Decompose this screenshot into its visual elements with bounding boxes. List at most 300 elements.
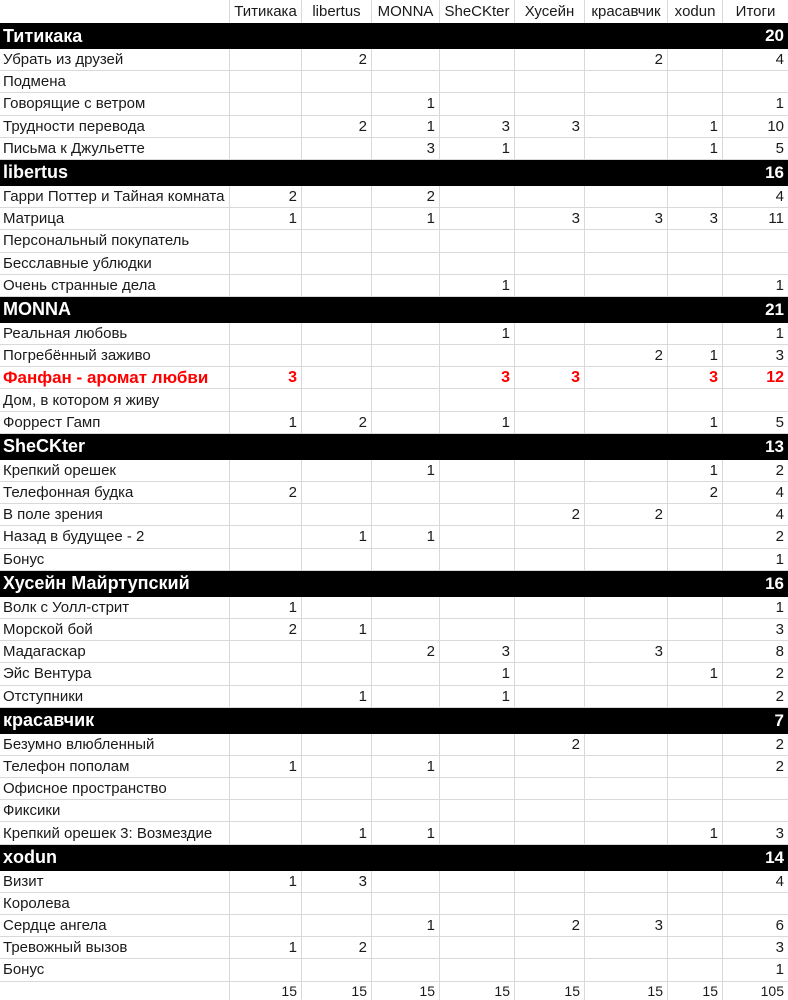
row-label[interactable]: Эйс Вентура: [0, 663, 230, 685]
score-cell[interactable]: 4: [723, 49, 788, 71]
footer-total-cell[interactable]: 15: [302, 982, 372, 1000]
row-label[interactable]: Морской бой: [0, 619, 230, 641]
row-label[interactable]: Фанфан - аромат любви: [0, 367, 230, 389]
score-cell[interactable]: [585, 93, 668, 115]
score-cell[interactable]: [230, 893, 302, 915]
score-cell[interactable]: [585, 186, 668, 208]
score-cell[interactable]: 1: [668, 345, 723, 367]
score-cell[interactable]: [440, 208, 515, 230]
score-cell[interactable]: [668, 275, 723, 297]
column-header[interactable]: SheCKter: [440, 0, 515, 23]
score-cell[interactable]: 1: [230, 937, 302, 959]
score-cell[interactable]: [668, 49, 723, 71]
score-cell[interactable]: 2: [302, 937, 372, 959]
score-cell[interactable]: [440, 734, 515, 756]
score-cell[interactable]: 2: [230, 482, 302, 504]
score-cell[interactable]: [585, 275, 668, 297]
score-cell[interactable]: [440, 526, 515, 548]
score-cell[interactable]: [440, 504, 515, 526]
score-cell[interactable]: [668, 253, 723, 275]
score-cell[interactable]: 1: [372, 915, 440, 937]
score-cell[interactable]: 1: [372, 526, 440, 548]
column-header[interactable]: красавчик: [585, 0, 668, 23]
score-cell[interactable]: 2: [230, 619, 302, 641]
row-label[interactable]: Дом, в котором я живу: [0, 389, 230, 411]
score-cell[interactable]: [668, 734, 723, 756]
score-cell[interactable]: [668, 778, 723, 800]
score-cell[interactable]: [230, 71, 302, 93]
row-label[interactable]: Говорящие с ветром: [0, 93, 230, 115]
score-cell[interactable]: 4: [723, 504, 788, 526]
score-cell[interactable]: 2: [723, 460, 788, 482]
score-cell[interactable]: [230, 345, 302, 367]
score-cell[interactable]: 1: [723, 275, 788, 297]
score-cell[interactable]: [515, 323, 585, 345]
score-cell[interactable]: [440, 460, 515, 482]
score-cell[interactable]: [302, 915, 372, 937]
score-cell[interactable]: [230, 116, 302, 138]
score-cell[interactable]: [440, 71, 515, 93]
column-header[interactable]: Хусейн: [515, 0, 585, 23]
score-cell[interactable]: [668, 756, 723, 778]
score-cell[interactable]: [372, 504, 440, 526]
score-cell[interactable]: [372, 893, 440, 915]
score-cell[interactable]: 1: [440, 663, 515, 685]
score-cell[interactable]: 2: [723, 526, 788, 548]
row-label[interactable]: Офисное пространство: [0, 778, 230, 800]
score-cell[interactable]: [723, 230, 788, 252]
score-cell[interactable]: 1: [372, 93, 440, 115]
column-header[interactable]: libertus: [302, 0, 372, 23]
score-cell[interactable]: [302, 208, 372, 230]
score-cell[interactable]: [302, 323, 372, 345]
score-cell[interactable]: 3: [440, 367, 515, 389]
score-cell[interactable]: 2: [302, 412, 372, 434]
score-cell[interactable]: 1: [302, 686, 372, 708]
footer-total-cell[interactable]: 15: [515, 982, 585, 1000]
row-label[interactable]: Мадагаскар: [0, 641, 230, 663]
score-cell[interactable]: 2: [302, 116, 372, 138]
score-cell[interactable]: 2: [723, 734, 788, 756]
score-cell[interactable]: [585, 526, 668, 548]
score-cell[interactable]: [440, 389, 515, 411]
score-cell[interactable]: [440, 619, 515, 641]
score-cell[interactable]: [440, 800, 515, 822]
score-cell[interactable]: [668, 641, 723, 663]
score-cell[interactable]: 3: [440, 641, 515, 663]
score-cell[interactable]: [668, 937, 723, 959]
score-cell[interactable]: [668, 186, 723, 208]
score-cell[interactable]: [585, 412, 668, 434]
score-cell[interactable]: [440, 822, 515, 844]
score-cell[interactable]: [515, 641, 585, 663]
column-header[interactable]: MONNA: [372, 0, 440, 23]
score-cell[interactable]: [515, 71, 585, 93]
score-cell[interactable]: 2: [515, 504, 585, 526]
row-label[interactable]: Письма к Джульетте: [0, 138, 230, 160]
row-label[interactable]: Форрест Гамп: [0, 412, 230, 434]
score-cell[interactable]: [372, 71, 440, 93]
score-cell[interactable]: 3: [230, 367, 302, 389]
score-cell[interactable]: [302, 186, 372, 208]
row-label[interactable]: Персональный покупатель: [0, 230, 230, 252]
score-cell[interactable]: [440, 49, 515, 71]
score-cell[interactable]: [585, 549, 668, 571]
score-cell[interactable]: [668, 959, 723, 981]
section-bar[interactable]: [0, 434, 788, 460]
score-cell[interactable]: 3: [515, 208, 585, 230]
row-label[interactable]: Бонус: [0, 959, 230, 981]
score-cell[interactable]: [230, 641, 302, 663]
score-cell[interactable]: [668, 71, 723, 93]
score-cell[interactable]: 3: [585, 915, 668, 937]
row-label[interactable]: Визит: [0, 871, 230, 893]
row-label[interactable]: Телефонная будка: [0, 482, 230, 504]
score-cell[interactable]: [230, 800, 302, 822]
score-cell[interactable]: [302, 275, 372, 297]
score-cell[interactable]: 1: [372, 116, 440, 138]
score-cell[interactable]: [515, 822, 585, 844]
row-label[interactable]: Гарри Поттер и Тайная комната: [0, 186, 230, 208]
score-cell[interactable]: [372, 275, 440, 297]
score-cell[interactable]: [302, 800, 372, 822]
row-label[interactable]: В поле зрения: [0, 504, 230, 526]
score-cell[interactable]: [372, 323, 440, 345]
row-label[interactable]: Назад в будущее - 2: [0, 526, 230, 548]
score-cell[interactable]: 3: [440, 116, 515, 138]
score-cell[interactable]: [668, 93, 723, 115]
footer-empty-cell[interactable]: [0, 982, 230, 1000]
score-cell[interactable]: [668, 800, 723, 822]
score-cell[interactable]: [440, 915, 515, 937]
score-cell[interactable]: [302, 482, 372, 504]
row-label[interactable]: Королева: [0, 893, 230, 915]
score-cell[interactable]: [372, 734, 440, 756]
score-cell[interactable]: [302, 756, 372, 778]
score-cell[interactable]: [440, 871, 515, 893]
score-cell[interactable]: [302, 345, 372, 367]
score-cell[interactable]: [372, 49, 440, 71]
score-cell[interactable]: [372, 663, 440, 685]
score-cell[interactable]: [515, 345, 585, 367]
score-cell[interactable]: [372, 482, 440, 504]
score-cell[interactable]: 2: [723, 756, 788, 778]
section-bar[interactable]: [0, 160, 788, 186]
score-cell[interactable]: [372, 367, 440, 389]
score-cell[interactable]: 1: [372, 208, 440, 230]
score-cell[interactable]: 1: [723, 323, 788, 345]
score-cell[interactable]: [440, 482, 515, 504]
score-cell[interactable]: [585, 138, 668, 160]
section-bar[interactable]: [0, 297, 788, 323]
score-cell[interactable]: [302, 504, 372, 526]
score-cell[interactable]: [440, 93, 515, 115]
score-cell[interactable]: 4: [723, 482, 788, 504]
score-cell[interactable]: [515, 482, 585, 504]
score-cell[interactable]: [230, 49, 302, 71]
score-cell[interactable]: [230, 230, 302, 252]
score-cell[interactable]: [440, 549, 515, 571]
score-cell[interactable]: [515, 186, 585, 208]
score-cell[interactable]: 12: [723, 367, 788, 389]
score-cell[interactable]: 6: [723, 915, 788, 937]
score-cell[interactable]: [440, 778, 515, 800]
score-cell[interactable]: [585, 959, 668, 981]
row-label[interactable]: Реальная любовь: [0, 323, 230, 345]
score-cell[interactable]: 1: [668, 412, 723, 434]
score-cell[interactable]: [372, 619, 440, 641]
score-cell[interactable]: [302, 253, 372, 275]
score-cell[interactable]: [515, 597, 585, 619]
score-cell[interactable]: [515, 253, 585, 275]
score-cell[interactable]: [585, 871, 668, 893]
score-cell[interactable]: 2: [668, 482, 723, 504]
score-cell[interactable]: 4: [723, 186, 788, 208]
score-cell[interactable]: 2: [372, 186, 440, 208]
score-cell[interactable]: [515, 412, 585, 434]
score-cell[interactable]: [372, 345, 440, 367]
score-cell[interactable]: 3: [585, 641, 668, 663]
score-cell[interactable]: 4: [723, 871, 788, 893]
score-cell[interactable]: [515, 389, 585, 411]
score-cell[interactable]: [585, 734, 668, 756]
score-cell[interactable]: [585, 937, 668, 959]
score-cell[interactable]: [302, 367, 372, 389]
row-label[interactable]: Фиксики: [0, 800, 230, 822]
score-cell[interactable]: [230, 778, 302, 800]
score-cell[interactable]: [230, 504, 302, 526]
column-header[interactable]: [0, 0, 230, 23]
score-cell[interactable]: [230, 822, 302, 844]
score-cell[interactable]: [585, 253, 668, 275]
score-cell[interactable]: [302, 959, 372, 981]
score-cell[interactable]: [302, 71, 372, 93]
score-cell[interactable]: [302, 389, 372, 411]
score-cell[interactable]: [585, 367, 668, 389]
score-cell[interactable]: [302, 663, 372, 685]
score-cell[interactable]: [585, 663, 668, 685]
score-cell[interactable]: 3: [723, 937, 788, 959]
score-cell[interactable]: [230, 275, 302, 297]
score-cell[interactable]: 3: [723, 822, 788, 844]
score-cell[interactable]: 3: [723, 619, 788, 641]
score-cell[interactable]: 11: [723, 208, 788, 230]
score-cell[interactable]: 2: [230, 186, 302, 208]
score-cell[interactable]: [515, 893, 585, 915]
score-cell[interactable]: [302, 734, 372, 756]
column-header[interactable]: Итоги: [735, 3, 776, 20]
score-cell[interactable]: 1: [668, 116, 723, 138]
score-cell[interactable]: [372, 800, 440, 822]
score-cell[interactable]: [515, 230, 585, 252]
score-cell[interactable]: [440, 253, 515, 275]
score-cell[interactable]: [440, 756, 515, 778]
score-cell[interactable]: [723, 389, 788, 411]
score-cell[interactable]: [515, 138, 585, 160]
score-cell[interactable]: [668, 526, 723, 548]
score-cell[interactable]: [723, 893, 788, 915]
score-cell[interactable]: [515, 663, 585, 685]
score-cell[interactable]: [372, 937, 440, 959]
score-cell[interactable]: [515, 93, 585, 115]
score-cell[interactable]: 1: [230, 871, 302, 893]
score-cell[interactable]: [515, 49, 585, 71]
score-cell[interactable]: [372, 389, 440, 411]
score-cell[interactable]: [585, 822, 668, 844]
score-cell[interactable]: [440, 597, 515, 619]
row-label[interactable]: Крепкий орешек: [0, 460, 230, 482]
score-cell[interactable]: [515, 526, 585, 548]
row-label[interactable]: Отступники: [0, 686, 230, 708]
row-label[interactable]: Трудности перевода: [0, 116, 230, 138]
score-cell[interactable]: [585, 71, 668, 93]
section-bar[interactable]: [0, 845, 788, 871]
score-cell[interactable]: 10: [723, 116, 788, 138]
score-cell[interactable]: [230, 686, 302, 708]
score-cell[interactable]: 3: [585, 208, 668, 230]
score-cell[interactable]: [515, 619, 585, 641]
score-cell[interactable]: [723, 800, 788, 822]
score-cell[interactable]: 2: [585, 345, 668, 367]
score-cell[interactable]: [372, 597, 440, 619]
row-label[interactable]: Телефон пополам: [0, 756, 230, 778]
score-cell[interactable]: 1: [302, 619, 372, 641]
score-cell[interactable]: [372, 412, 440, 434]
score-cell[interactable]: 1: [440, 138, 515, 160]
score-cell[interactable]: [515, 275, 585, 297]
score-cell[interactable]: 1: [372, 460, 440, 482]
score-cell[interactable]: [515, 549, 585, 571]
score-cell[interactable]: 1: [668, 138, 723, 160]
score-cell[interactable]: 1: [302, 526, 372, 548]
score-cell[interactable]: 1: [302, 822, 372, 844]
score-cell[interactable]: [230, 915, 302, 937]
footer-total-cell[interactable]: 15: [668, 982, 723, 1000]
score-cell[interactable]: [668, 389, 723, 411]
score-cell[interactable]: [515, 460, 585, 482]
score-cell[interactable]: [372, 686, 440, 708]
score-cell[interactable]: [515, 756, 585, 778]
section-bar[interactable]: [0, 23, 788, 49]
footer-total-cell[interactable]: 15: [440, 982, 515, 1000]
score-cell[interactable]: [372, 253, 440, 275]
score-cell[interactable]: [302, 778, 372, 800]
score-cell[interactable]: 3: [372, 138, 440, 160]
score-cell[interactable]: [723, 778, 788, 800]
score-cell[interactable]: [440, 959, 515, 981]
score-cell[interactable]: [230, 93, 302, 115]
score-cell[interactable]: [230, 959, 302, 981]
score-cell[interactable]: [585, 482, 668, 504]
score-cell[interactable]: [302, 549, 372, 571]
score-cell[interactable]: [668, 871, 723, 893]
score-cell[interactable]: 3: [515, 116, 585, 138]
score-cell[interactable]: [515, 959, 585, 981]
score-cell[interactable]: 5: [723, 138, 788, 160]
score-cell[interactable]: 1: [230, 756, 302, 778]
score-cell[interactable]: 1: [230, 208, 302, 230]
score-cell[interactable]: [668, 686, 723, 708]
score-cell[interactable]: 2: [585, 504, 668, 526]
score-cell[interactable]: 2: [723, 686, 788, 708]
score-cell[interactable]: [230, 526, 302, 548]
score-cell[interactable]: 1: [723, 597, 788, 619]
score-cell[interactable]: [668, 915, 723, 937]
score-cell[interactable]: [372, 230, 440, 252]
score-cell[interactable]: 8: [723, 641, 788, 663]
score-cell[interactable]: [668, 504, 723, 526]
score-cell[interactable]: [585, 389, 668, 411]
score-cell[interactable]: [230, 663, 302, 685]
score-cell[interactable]: 1: [668, 663, 723, 685]
row-label[interactable]: Тревожный вызов: [0, 937, 230, 959]
section-bar[interactable]: [0, 708, 788, 734]
footer-total-cell[interactable]: 15: [372, 982, 440, 1000]
score-cell[interactable]: [668, 549, 723, 571]
row-label[interactable]: Матрица: [0, 208, 230, 230]
score-cell[interactable]: [230, 138, 302, 160]
score-cell[interactable]: 3: [668, 208, 723, 230]
row-label[interactable]: Сердце ангела: [0, 915, 230, 937]
score-cell[interactable]: 3: [723, 345, 788, 367]
row-label[interactable]: Очень странные дела: [0, 275, 230, 297]
score-cell[interactable]: 1: [668, 822, 723, 844]
score-cell[interactable]: 1: [440, 412, 515, 434]
score-cell[interactable]: [372, 549, 440, 571]
score-cell[interactable]: 1: [723, 959, 788, 981]
score-cell[interactable]: [302, 230, 372, 252]
score-cell[interactable]: 2: [302, 49, 372, 71]
score-cell[interactable]: 1: [440, 323, 515, 345]
score-cell[interactable]: [302, 641, 372, 663]
score-cell[interactable]: [440, 186, 515, 208]
score-cell[interactable]: [302, 460, 372, 482]
row-label[interactable]: Бесславные ублюдки: [0, 253, 230, 275]
score-cell[interactable]: [230, 323, 302, 345]
score-cell[interactable]: [585, 686, 668, 708]
score-cell[interactable]: [585, 778, 668, 800]
score-cell[interactable]: [585, 116, 668, 138]
row-label[interactable]: Убрать из друзей: [0, 49, 230, 71]
score-cell[interactable]: [585, 893, 668, 915]
score-cell[interactable]: [668, 597, 723, 619]
score-cell[interactable]: [372, 778, 440, 800]
score-cell[interactable]: [440, 937, 515, 959]
score-cell[interactable]: 1: [230, 412, 302, 434]
score-cell[interactable]: [440, 230, 515, 252]
score-cell[interactable]: [230, 389, 302, 411]
score-cell[interactable]: 5: [723, 412, 788, 434]
score-cell[interactable]: [668, 230, 723, 252]
score-cell[interactable]: 1: [723, 549, 788, 571]
score-cell[interactable]: [585, 460, 668, 482]
score-cell[interactable]: 2: [515, 734, 585, 756]
score-cell[interactable]: [230, 253, 302, 275]
score-cell[interactable]: [515, 686, 585, 708]
score-cell[interactable]: [230, 549, 302, 571]
score-cell[interactable]: [515, 871, 585, 893]
score-cell[interactable]: [230, 734, 302, 756]
section-bar[interactable]: [0, 571, 788, 597]
score-cell[interactable]: [515, 937, 585, 959]
score-cell[interactable]: [668, 619, 723, 641]
score-cell[interactable]: [585, 230, 668, 252]
score-cell[interactable]: [230, 460, 302, 482]
score-cell[interactable]: 3: [515, 367, 585, 389]
footer-total-cell[interactable]: 15: [585, 982, 668, 1000]
row-label[interactable]: Подмена: [0, 71, 230, 93]
row-label[interactable]: Волк с Уолл-стрит: [0, 597, 230, 619]
